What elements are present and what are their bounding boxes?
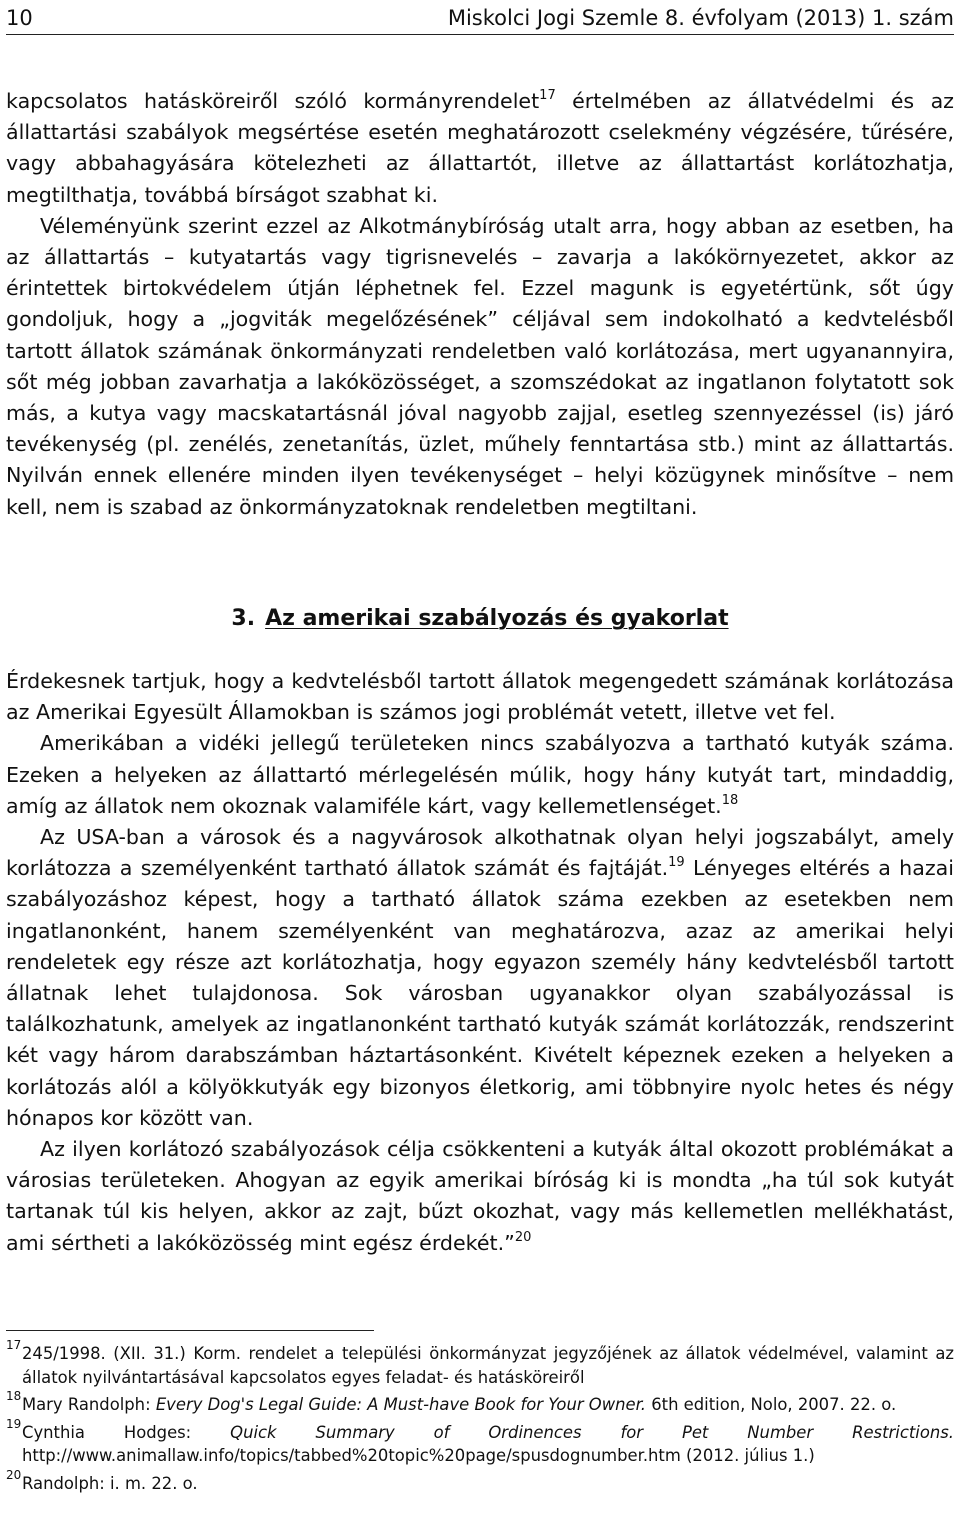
- footnote-book-title: Every Dog's Legal Guide: A Must-have Book for Your Owner.: [155, 1395, 647, 1415]
- journal-title: Miskolci Jogi Szemle 8. évfolyam (2013) 1. szám: [447, 6, 954, 30]
- footnote-17: [6, 1338, 954, 1389]
- page-number: 10: [6, 6, 33, 30]
- footnote-article-title: Quick Summary of Ordinences for Pet Number Restrictions.: [230, 1422, 954, 1442]
- footnote-number: 19: [6, 1416, 22, 1431]
- paragraph-text: Lényeges eltérés a hazai szabályozáshoz képest, hogy a tartható állatok száma ezekben az esetekben nem ingatlanonként, hanem személyenként van meghatározva, azaz az amerikai helyi rendeletek egy része azt korlátozhatja, hogy egyazon személy hány kedvtelésből tartott állatnak lehet tulajdonosa. Sok városban ugyanakkor olyan szabályozással is találkozhatunk, amelyek az ingatlanonként tartható kutyák számát korlátozzák, rendszerint két vagy három darabszámban háztartásonként. Kivételt képeznek ezeken a helyeken a korlátozás alól a kölyökkutyák egy bizonyos életkorig, ami többnyire nyolc hetes és négy hónapos kor között van.: [6, 856, 954, 1130]
- footnotes: [6, 1338, 954, 1496]
- footnote-ref-18[interactable]: 18: [721, 792, 739, 808]
- paragraph-text: Az ilyen korlátozó szabályozások célja csökkenteni a kutyák által okozott problémákat a városias területeken. Ahogyan az egyik amerikai bíróság ki is mondta „ha túl sok kutyát tartanak túl kis helyen, akkor az zajt, bűzt okozhat, vagy más kellemetlen mellékhatást, ami sértheti a lakóközösség mint egész érdekét.”: [6, 1137, 954, 1255]
- paragraph: [6, 822, 954, 1134]
- footnote-author: Mary Randolph:: [22, 1395, 156, 1415]
- paragraph: [6, 86, 954, 211]
- footnote-text: 6th edition, Nolo, 2007. 22. o.: [646, 1395, 897, 1415]
- footnote-ref-19[interactable]: 19: [668, 855, 685, 871]
- paragraph: [6, 728, 954, 822]
- running-header: [6, 4, 954, 35]
- section-title: Az amerikai szabályozás és gyakorlat: [265, 606, 729, 631]
- footnote-text: Randolph: i. m. 22. o.: [22, 1473, 198, 1493]
- paragraph-text: kapcsolatos hatásköreiről szóló kormányrendelet: [6, 89, 540, 113]
- paragraph-text: Amerikában a vidéki jellegű területeken nincs szabályozva a tartható kutyák száma. Ezeken a helyeken az állattartó mérlegelésén múlik, hogy hány kutyát tart, mindaddig, amíg az állatok nem okoznak valamiféle kárt, vagy kellemetlenséget.: [6, 731, 954, 818]
- body-text-top: [6, 86, 954, 523]
- footnote-number: 20: [6, 1467, 22, 1482]
- footnote-18: [6, 1389, 954, 1417]
- section-heading: [0, 603, 960, 635]
- footnote-19: [6, 1417, 954, 1468]
- footnote-text: http://www.animallaw.info/topics/tabbed%20topic%20page/spusdognumber.htm (2012. július 1.): [22, 1446, 815, 1466]
- paragraph-text: Az USA-ban a városok és a nagyvárosok alkothatnak olyan helyi jogszabályt, amely korlátozza a személyenként tartható állatok számát és fajtáját.: [6, 825, 954, 881]
- footnote-divider: [6, 1330, 374, 1331]
- body-text-section: [6, 666, 954, 1259]
- paragraph-text: értelmében az állatvédelmi és az állattartási szabályok megsértése esetén meghatározott cselekmény végzésére, tűrésére, vagy abbahagyására kötelezheti az állattartót, illetve az állattartást korlátozhatja, megtilthatja, továbbá bírságot szabhat ki.: [6, 89, 954, 207]
- footnote-20: [6, 1468, 954, 1496]
- footnote-ref-17[interactable]: 17: [539, 88, 556, 103]
- footnote-number: 17: [6, 1338, 22, 1352]
- footnote-text: 245/1998. (XII. 31.) Korm. rendelet a települési önkormányzat jegyzőjének az állatok védelmével, valamint az állatok nyilvántartásával kapcsolatos egyes feladat- és hatásköreiről: [22, 1344, 954, 1387]
- paragraph: [6, 1134, 954, 1259]
- footnote-ref-20[interactable]: 20: [514, 1229, 532, 1245]
- footnote-number: 18: [6, 1389, 22, 1404]
- section-number: 3.: [231, 606, 256, 631]
- paragraph: Érdekesnek tartjuk, hogy a kedvtelésből tartott állatok megengedett számának korlátozása az Amerikai Egyesült Államokban is számos jogi problémát vetett, illetve vet fel.: [6, 669, 954, 725]
- paragraph: Véleményünk szerint ezzel az Alkotmánybíróság utalt arra, hogy abban az esetben, ha az állattartás – kutyatartás vagy tigrisnevelés – zavarja a lakókörnyezetet, akkor az érintettek birtokvédelem útján léphetnek fel. Ezzel magunk is egyetértünk, sőt úgy gondoljuk, hogy a „jogviták megelőzésének” céljával sem indokolható a kedvtelésből tartott állatok számának önkormányzati rendeletben való korlátozása, mert ugyanannyira, sőt még jobban zavarhatja a lakóközösséget, a szomszédokat az ingatlanon folytatott sok más, a kutya vagy macskatartásnál jóval nagyobb zajjal, esetleg szennyezéssel (is) járó tevékenység (pl. zenélés, zenetanítás, üzlet, műhely fenntartása stb.) mint az állattartás. Nyilván ennek ellenére minden ilyen tevékenységet – helyi közügynek minősítve – nem kell, nem is szabad az önkormányzatoknak rendeletben megtiltani.: [6, 213, 954, 519]
- footnote-author: Cynthia Hodges:: [22, 1422, 231, 1442]
